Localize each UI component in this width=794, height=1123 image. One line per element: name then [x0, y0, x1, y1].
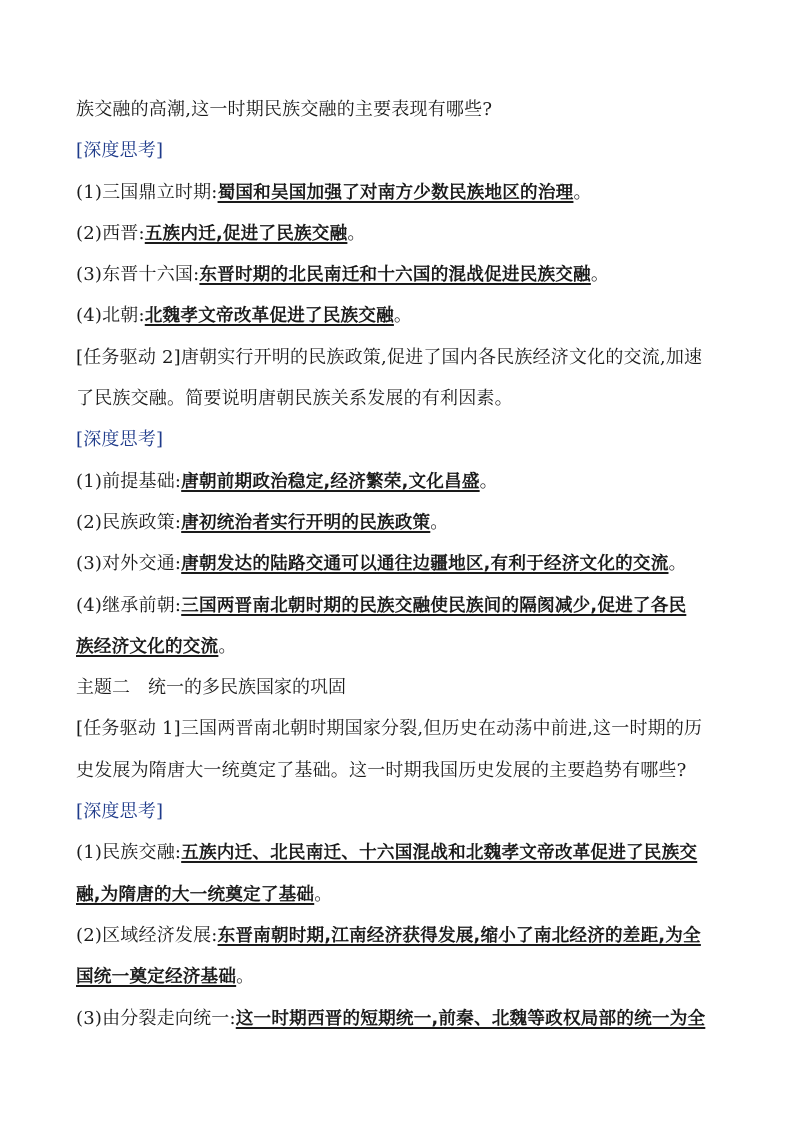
answer-suffix: 。	[218, 635, 237, 657]
answer-prefix: (4)继承前朝:	[76, 594, 182, 616]
answer-prefix: (4)北朝:	[76, 305, 145, 327]
answer-item-multiline	[76, 924, 722, 989]
answer-item	[76, 470, 722, 494]
answer-prefix: (3)对外交通:	[76, 553, 182, 575]
answer-text: 唐朝发达的陆路交通可以通往边疆地区,有利于经济文化的交流	[181, 554, 669, 575]
answer-suffix: 。	[314, 883, 333, 905]
answer-item	[76, 263, 722, 287]
answer-text: 五族内迁,促进了民族交融	[144, 223, 348, 244]
task-line: [任务驱动 2]唐朝实行开明的民族政策,促进了国内各民族经济文化的交流,加速	[76, 346, 703, 368]
answer-prefix: (3)东晋十六国:	[76, 264, 200, 286]
deep-thinking-label	[76, 139, 722, 163]
topic-label: 主题二	[76, 677, 130, 699]
question-text	[76, 98, 722, 122]
answer-suffix: 。	[347, 222, 366, 244]
answer-item	[76, 222, 722, 246]
deep-thinking-label-text: [深度思考]	[76, 429, 164, 451]
document-page	[76, 98, 722, 1048]
answer-line	[76, 883, 722, 907]
answer-suffix: 。	[236, 966, 255, 988]
answer-prefix: (1)前提基础:	[76, 470, 182, 492]
answer-prefix: (2)区域经济发展:	[76, 924, 218, 946]
answer-suffix: 。	[573, 181, 592, 203]
answer-text: 国统一奠定经济基础	[76, 967, 237, 988]
answer-item	[76, 304, 722, 328]
deep-thinking-label-text: [深度思考]	[76, 140, 164, 162]
task-line: 史发展为隋唐大一统奠定了基础。这一时期我国历史发展的主要趋势有哪些?	[76, 759, 687, 781]
answer-prefix: (2)民族政策:	[76, 511, 182, 533]
answer-suffix: 。	[479, 470, 498, 492]
answer-item	[76, 511, 722, 535]
answer-text: 东晋时期的北民南迁和十六国的混战促进民族交融	[199, 265, 591, 286]
intro-question: 族交融的高潮,这一时期民族交融的主要表现有哪些?	[76, 99, 493, 120]
deep-thinking-label	[76, 428, 722, 452]
answer-text: 族经济文化的交流	[76, 636, 219, 657]
answer-text: 东晋南朝时期,江南经济获得发展,缩小了南北经济的差距,为全	[217, 925, 701, 946]
answer-item	[76, 181, 722, 205]
task-driver-1	[76, 717, 722, 782]
answer-text: 五族内迁、北民南迁、十六国混战和北魏孝文帝改革促进了民族交	[181, 843, 698, 864]
answer-item-multiline	[76, 841, 722, 906]
answer-suffix: 。	[590, 264, 610, 286]
topic-heading	[76, 676, 722, 700]
answer-item	[76, 552, 722, 576]
answer-text: 唐朝前期政治稳定,经济繁荣,文化昌盛	[181, 471, 480, 492]
answer-suffix: 。	[668, 553, 687, 575]
answer-prefix: (1)民族交融:	[76, 842, 182, 864]
answer-item-multiline	[76, 594, 722, 659]
answer-text: 三国两晋南北朝时期的民族交融使民族间的隔阂减少,促进了各民	[181, 595, 687, 616]
answer-text: 蜀国和吴国加强了对南方少数民族地区的治理	[217, 182, 574, 203]
deep-thinking-label-text: [深度思考]	[76, 801, 164, 823]
deep-thinking-label	[76, 800, 722, 824]
answer-line	[76, 594, 722, 618]
task-line: 了民族交融。简要说明唐朝民族关系发展的有利因素。	[76, 388, 513, 410]
task-line: [任务驱动 1]三国两晋南北朝时期国家分裂,但历史在动荡中前进,这一时期的历	[76, 718, 703, 740]
topic-title: 统一的多民族国家的巩固	[148, 677, 346, 699]
answer-suffix: 。	[393, 305, 413, 327]
answer-line	[76, 924, 722, 948]
answer-prefix: (1)三国鼎立时期:	[76, 181, 218, 203]
answer-line	[76, 635, 722, 659]
answer-prefix: (2)西晋:	[76, 222, 145, 244]
answer-text: 融,为隋唐的大一统奠定了基础	[76, 884, 315, 905]
answer-line	[76, 841, 722, 865]
answer-text: 唐初统治者实行开明的民族政策	[181, 512, 431, 533]
answer-line	[76, 965, 722, 989]
task-driver-2	[76, 346, 722, 411]
answer-suffix: 。	[430, 511, 449, 533]
answer-text: 这一时期西晋的短期统一,前秦、北魏等政权局部的统一为全	[235, 1008, 706, 1029]
answer-prefix: (3)由分裂走向统一:	[76, 1007, 236, 1029]
answer-text: 北魏孝文帝改革促进了民族交融	[144, 306, 394, 327]
answer-line	[76, 1007, 722, 1031]
